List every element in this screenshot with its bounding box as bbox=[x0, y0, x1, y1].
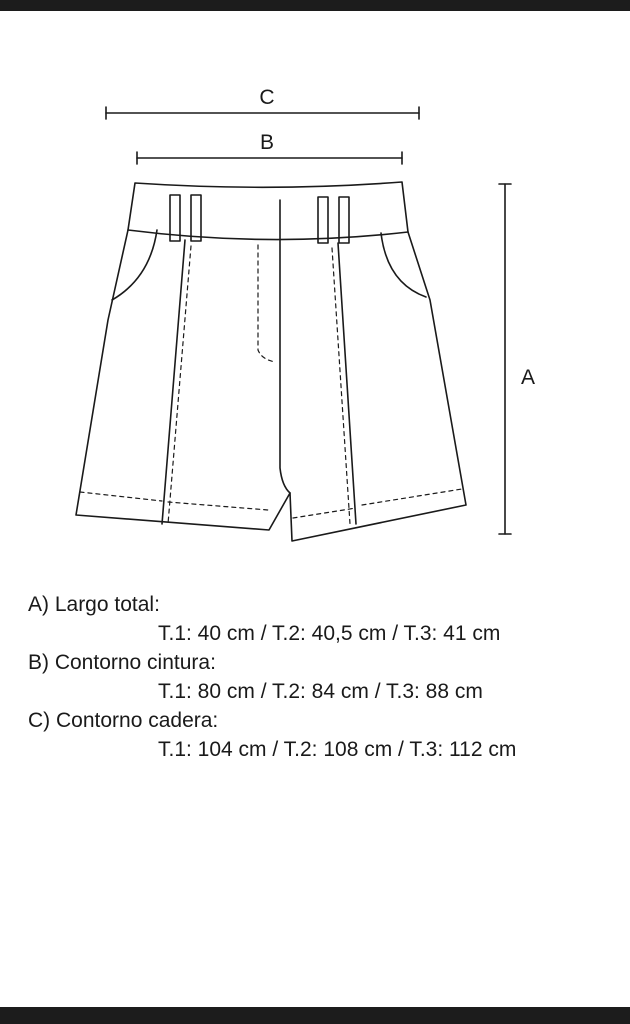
dimension-a-label: A bbox=[520, 366, 536, 389]
measurement-a-values: T.1: 40 cm / T.2: 40,5 cm / T.3: 41 cm bbox=[158, 622, 501, 645]
measurement-c-title: C) Contorno cadera: bbox=[28, 709, 219, 732]
measurement-b-values: T.1: 80 cm / T.2: 84 cm / T.3: 88 cm bbox=[158, 680, 483, 703]
panel-seams bbox=[162, 240, 356, 524]
measurement-b bbox=[28, 648, 608, 706]
pockets bbox=[112, 230, 426, 300]
bottom-frame-bar bbox=[0, 1007, 630, 1024]
measurement-c-values: T.1: 104 cm / T.2: 108 cm / T.3: 112 cm bbox=[158, 738, 517, 761]
measurement-b-title: B) Contorno cintura: bbox=[28, 651, 216, 674]
measurement-a bbox=[28, 590, 608, 648]
dimension-a bbox=[499, 184, 511, 534]
measurement-a-title: A) Largo total: bbox=[28, 593, 160, 616]
measurements-list bbox=[28, 590, 608, 764]
measurement-c bbox=[28, 706, 608, 764]
dimension-c-label: C bbox=[259, 86, 275, 109]
dimension-b-label: B bbox=[259, 131, 275, 154]
topstitching bbox=[80, 245, 462, 524]
